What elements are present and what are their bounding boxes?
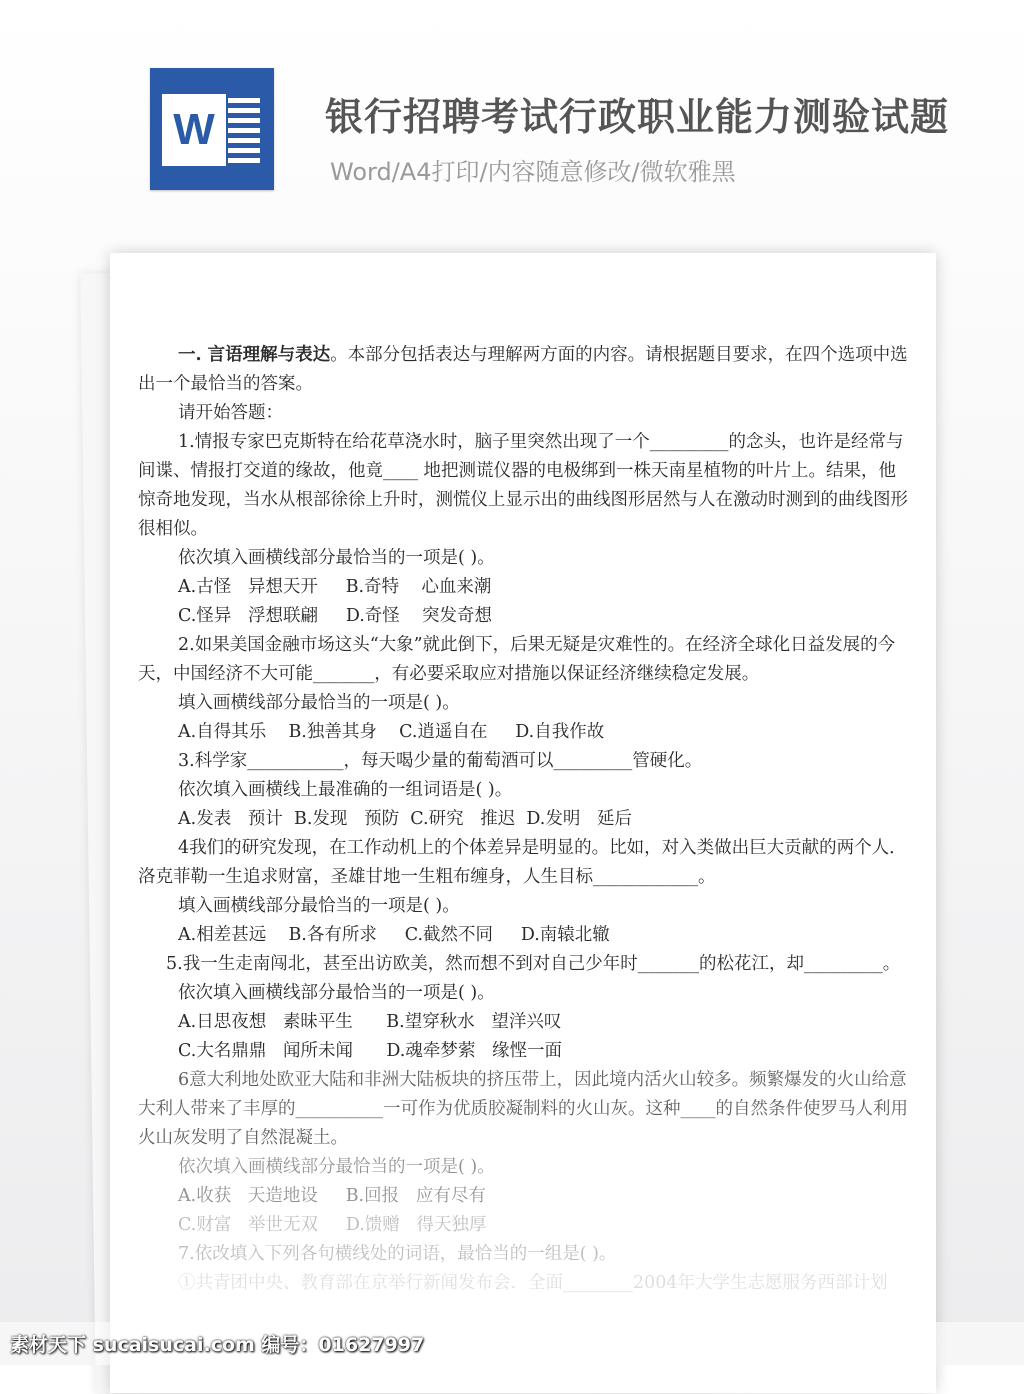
page-subtitle: Word/A4打印/内容随意修改/微软雅黑 [330,158,736,186]
logo-lines [228,98,260,168]
question-4-options: A.相差甚远 B.各有所求 C.截然不同 D.南辕北辙 [178,925,610,945]
page-title: 银行招聘考试行政职业能力测验试题 [325,95,950,139]
question-3-prompt: 依次填入画横线上最准确的一组词语是( )。 [178,780,513,800]
question-6-options-c-d: C.财富 举世无双 D.馈赠 得天独厚 [178,1215,487,1235]
question-1-options-c-d: C.怪异 浮想联翩 D.奇怪 突发奇想 [178,606,493,626]
section-intro-text: 。本部分包括表达与理解两方面的内容。请根据题目要求，在四个选项中选出一个最恰当的答案。 [138,345,908,394]
question-3: 3.科学家___________，每天喝少量的葡萄酒可以_________管硬化。 [178,751,703,771]
watermark-bar [0,1322,1024,1365]
document-page [110,253,936,1393]
question-4-prompt: 填入画横线部分最恰当的一项是( )。 [178,896,460,916]
question-5-options-c-d: C.大名鼎鼎 闻所未闻 D.魂牵梦萦 缘悭一面 [178,1041,563,1061]
question-5-options-a-b: A.日思夜想 素昧平生 B.望穿秋水 望洋兴叹 [178,1012,562,1032]
question-7: 7.依改填入下列各句横线处的词语，最恰当的一组是( )。 [178,1244,617,1264]
document-content [138,341,908,1298]
question-7-item-1: ①共青团中央、教育部在京举行新闻发布会．全面________2004年大学生志愿服务西部计划 [178,1273,888,1293]
question-2-options: A.自得其乐 B.独善其身 C.逍遥自在 D.自我作故 [178,722,605,742]
question-1: 1.情报专家巴克斯特在给花草浇水时，脑子里突然出现了一个_________的念头，也许是经常与间谍、情报打交道的缘故，他竟____ 地把测谎仪器的电极绑到一株天南星植物的叶片上。结果，他惊奇地发现，当水从根部徐徐上升时，测慌仪上显示出的曲线图形居然与人在激动时测到的曲线图形很相似。 [138,432,908,539]
word-logo-icon [150,68,274,190]
question-6-prompt: 依次填入画横线部分最恰当的一项是( )。 [178,1157,495,1177]
question-1-prompt: 依次填入画横线部分最恰当的一项是( )。 [178,548,495,568]
logo-letter: W [162,94,226,166]
watermark-text: 素材天下 sucaisucai.com 编号：01627997 [10,1334,425,1356]
question-6: 6意大利地处欧亚大陆和非洲大陆板块的挤压带上，因此境内活火山较多。频繁爆发的火山给意大利人带来了丰厚的__________一可作为优质胶凝制料的火山灰。这种____的自然条件使罗马人利用火山灰发明了自然混凝土。 [138,1070,908,1148]
question-2-prompt: 填入画横线部分最恰当的一项是( )。 [178,693,460,713]
section-heading: 一. 言语理解与表达 [178,345,331,365]
question-5: 5.我一生走南闯北，甚至出访欧美，然而想不到对自己少年时_______的松花江，却_________。 [166,954,901,974]
question-2: 2.如果美国金融市场这头“大象”就此倒下，后果无疑是灾难性的。在经济全球化日益发展的今天，中国经济不大可能_______，有必要采取应对措施以保证经济继续稳定发展。 [138,635,896,684]
question-4: 4我们的研究发现，在工作动机上的个体差异是明显的。比如，对入类做出巨大贡献的两个人．洛克菲勒一生追求财富，圣雄甘地一生粗布缠身，人生目标____________。 [138,838,907,887]
start-line: 请开始答题： [178,403,283,423]
section-intro [138,341,908,399]
question-3-options: A.发表 预计 B.发现 预防 C.研究 推迟 D.发明 延后 [178,809,633,829]
question-6-options-a-b: A.收获 天造地设 B.回报 应有尽有 [178,1186,486,1206]
question-5-prompt: 依次填入画横线部分最恰当的一项是( )。 [178,983,495,1003]
question-1-options-a-b: A.古怪 异想天开 B.奇特 心血来潮 [178,577,492,597]
